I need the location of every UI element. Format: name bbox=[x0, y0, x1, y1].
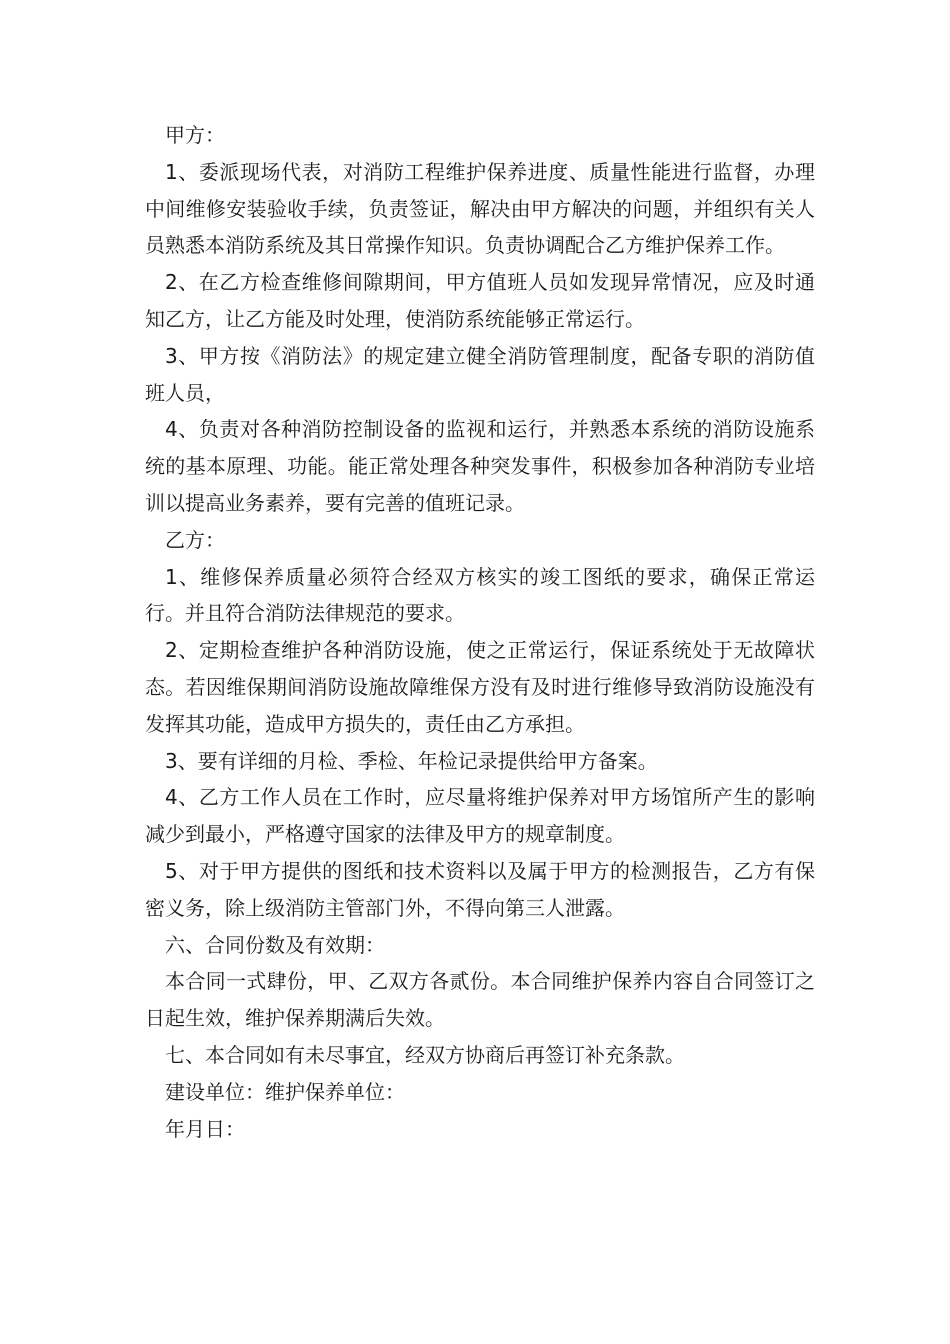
paragraph-party-b-item-2: 2、定期检查维护各种消防设施，使之正常运行，保证系统处于无故障状态。若因维保期间消防设施故障维保方没有及时进行维修导致消防设施没有发挥其功能，造成甲方损失的，责任由乙方承担。 bbox=[145, 638, 815, 736]
paragraph-section-six-heading: 六、合同份数及有效期： bbox=[165, 932, 385, 957]
paragraph-party-a-item-3: 3、甲方按《消防法》的规定建立健全消防管理制度，配备专职的消防值班人员， bbox=[145, 343, 815, 405]
paragraph-party-b-item-1: 1、维修保养质量必须符合经双方核实的竣工图纸的要求，确保正常运行。并且符合消防法律规范的要求。 bbox=[145, 564, 815, 626]
paragraph-section-seven: 七、本合同如有未尽事宜，经双方协商后再签订补充条款。 bbox=[165, 1042, 685, 1067]
paragraph-party-a-item-1: 1、委派现场代表，对消防工程维护保养进度、质量性能进行监督，办理中间维修安装验收手续，负责签证，解决由甲方解决的问题，并组织有关人员熟悉本消防系统及其日常操作知识。负责协调配合乙方维护保养工作。 bbox=[145, 159, 815, 258]
paragraph-section-six-body: 本合同一式肆份，甲、乙双方各贰份。本合同维护保养内容自合同签订之日起生效，维护保养期满后失效。 bbox=[145, 969, 815, 1031]
paragraph-party-b-heading: 乙方： bbox=[165, 527, 225, 552]
paragraph-party-a-item-2: 2、在乙方检查维修间隙期间，甲方值班人员如发现异常情况，应及时通知乙方，让乙方能及时处理，使消防系统能够正常运行。 bbox=[145, 270, 815, 331]
document-body bbox=[145, 117, 815, 1147]
paragraph-date-line: 年月日： bbox=[165, 1116, 245, 1141]
paragraph-party-b-item-5: 5、对于甲方提供的图纸和技术资料以及属于甲方的检测报告，乙方有保密义务，除上级消防主管部门外，不得向第三人泄露。 bbox=[145, 858, 815, 920]
paragraph-signature-units: 建设单位：维护保养单位： bbox=[165, 1079, 405, 1104]
paragraph-party-a-heading: 甲方： bbox=[165, 123, 225, 147]
paragraph-party-b-item-4: 4、乙方工作人员在工作时，应尽量将维护保养对甲方场馆所产生的影响减少到最小，严格遵守国家的法律及甲方的规章制度。 bbox=[145, 785, 815, 847]
paragraph-party-a-item-4: 4、负责对各种消防控制设备的监视和运行，并熟悉本系统的消防设施系统的基本原理、功能。能正常处理各种突发事件，积极参加各种消防专业培训以提高业务素养，要有完善的值班记录。 bbox=[145, 417, 815, 515]
paragraph-party-b-item-3: 3、要有详细的月检、季检、年检记录提供给甲方备案。 bbox=[165, 748, 658, 773]
